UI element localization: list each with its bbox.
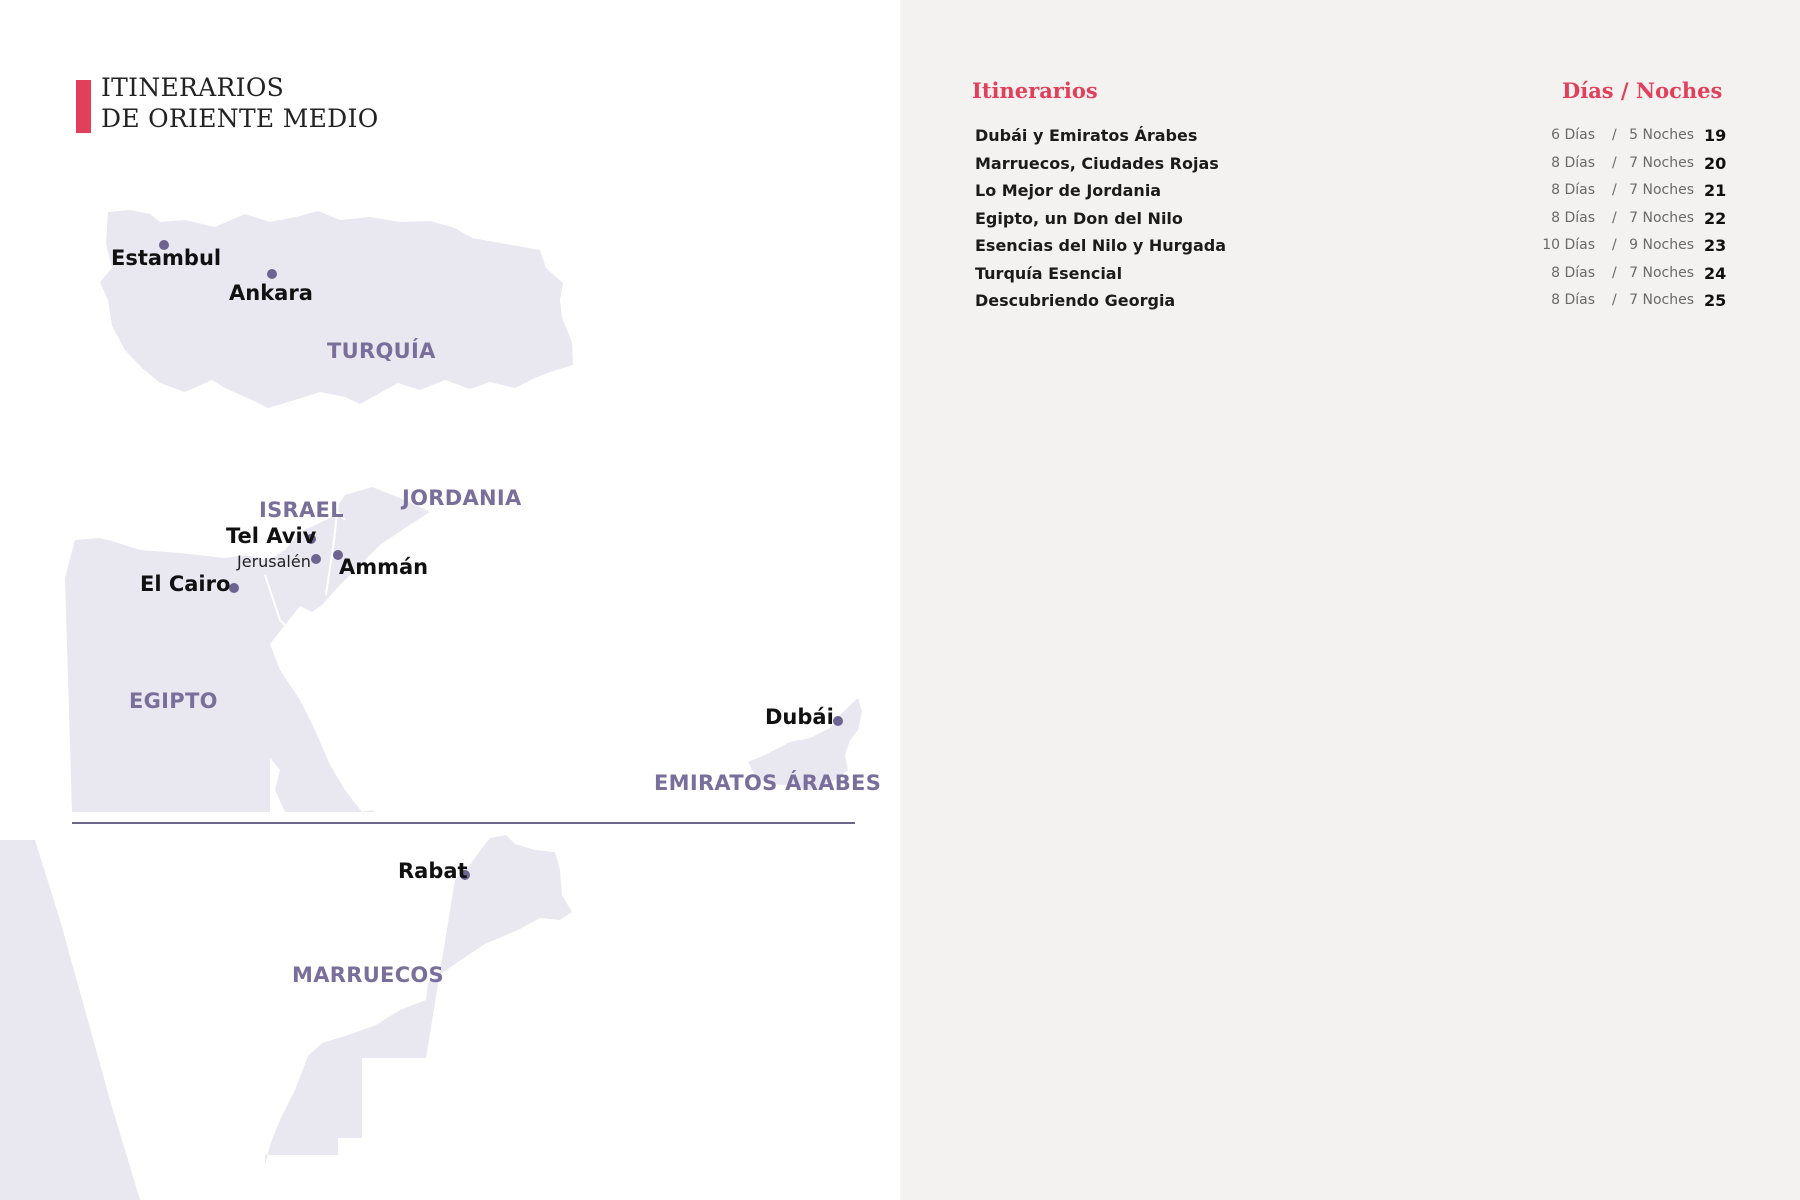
- country-label-israel: ISRAEL: [259, 498, 344, 522]
- city-label-amman: Ammán: [339, 555, 429, 579]
- itinerary-days: 8 Días: [1551, 264, 1595, 281]
- itinerary-row[interactable]: [900, 236, 1800, 263]
- itinerary-page-number: 20: [1704, 153, 1727, 173]
- city-label-rabat: Rabat: [398, 859, 468, 883]
- days-nights-separator: /: [1612, 292, 1617, 308]
- itinerary-name: Dubái y Emiratos Árabes: [975, 126, 1198, 145]
- el-cairo-dot: [229, 583, 239, 593]
- itinerary-nights: 7 Noches: [1629, 154, 1694, 171]
- title-line-1: ITINERARIOS: [101, 73, 285, 102]
- itinerary-page-number: 24: [1704, 263, 1727, 283]
- turkey-shape: [100, 210, 573, 408]
- itinerary-page-number: 19: [1704, 126, 1727, 145]
- itinerary-days: 8 Días: [1551, 182, 1595, 198]
- country-label-marruecos: MARRUECOS: [292, 963, 444, 987]
- itinerary-name: Descubriendo Georgia: [975, 291, 1176, 310]
- itinerary-row[interactable]: [900, 154, 1800, 181]
- days-nights-separator: /: [1612, 127, 1617, 143]
- morocco-south: [338, 1058, 426, 1138]
- itinerary-page-number: 23: [1704, 236, 1727, 255]
- city-label-tel-aviv: Tel Aviv: [226, 524, 317, 548]
- itinerary-page-number: 21: [1704, 181, 1727, 200]
- country-label-turquia: TURQUÍA: [327, 339, 436, 363]
- days-nights-separator: /: [1612, 154, 1617, 171]
- header-itinerarios: Itinerarios: [972, 78, 1098, 103]
- city-label-jerusalen: Jerusalén: [237, 552, 311, 571]
- itinerary-days: 6 Días: [1551, 127, 1595, 143]
- itinerary-days: 8 Días: [1551, 209, 1595, 226]
- itinerary-nights: 5 Noches: [1629, 127, 1694, 143]
- itinerary-row[interactable]: [900, 209, 1800, 236]
- itinerary-days: 8 Días: [1551, 292, 1595, 308]
- jerusalen-dot: [311, 554, 321, 564]
- days-nights-separator: /: [1612, 209, 1617, 226]
- itinerary-nights: 7 Noches: [1629, 182, 1694, 198]
- country-label-egipto: EGIPTO: [129, 689, 218, 713]
- itinerary-row[interactable]: [900, 264, 1800, 291]
- ankara-dot: [267, 269, 277, 279]
- atlantic-landmass: [0, 840, 140, 1200]
- city-label-el-cairo: El Cairo: [140, 572, 231, 596]
- itinerary-name: Lo Mejor de Jordania: [975, 181, 1162, 200]
- itinerary-nights: 7 Noches: [1629, 209, 1694, 226]
- itinerary-row[interactable]: [900, 181, 1800, 208]
- itinerary-nights: 9 Noches: [1629, 237, 1694, 253]
- itinerary-name: Egipto, un Don del Nilo: [975, 208, 1183, 228]
- itinerary-nights: 7 Noches: [1629, 264, 1694, 281]
- itinerary-nights: 7 Noches: [1629, 292, 1694, 308]
- days-nights-separator: /: [1612, 237, 1617, 253]
- title-line-2: DE ORIENTE MEDIO: [101, 104, 379, 133]
- country-label-jordania: JORDANIA: [402, 486, 522, 510]
- dubai-dot: [833, 716, 843, 726]
- itinerary-days: 8 Días: [1551, 154, 1595, 171]
- days-nights-separator: /: [1612, 182, 1617, 198]
- itinerary-days: 10 Días: [1542, 237, 1595, 253]
- city-label-dubai: Dubái: [765, 705, 834, 729]
- city-label-estambul: Estambul: [111, 246, 222, 270]
- itinerary-index-page: [900, 0, 1800, 1200]
- city-label-ankara: Ankara: [229, 281, 313, 305]
- header-dias-noches: Días / Noches: [1562, 78, 1723, 103]
- itinerary-row[interactable]: [900, 291, 1800, 318]
- days-nights-separator: /: [1612, 264, 1617, 281]
- itinerary-name: Marruecos, Ciudades Rojas: [975, 153, 1219, 173]
- itinerary-page-number: 22: [1704, 208, 1727, 228]
- itinerary-page-number: 25: [1704, 291, 1727, 310]
- itinerary-name: Esencias del Nilo y Hurgada: [975, 236, 1227, 255]
- itinerary-name: Turquía Esencial: [975, 263, 1123, 283]
- country-label-emiratos: EMIRATOS ÁRABES: [654, 771, 882, 795]
- itinerary-row[interactable]: [900, 126, 1800, 153]
